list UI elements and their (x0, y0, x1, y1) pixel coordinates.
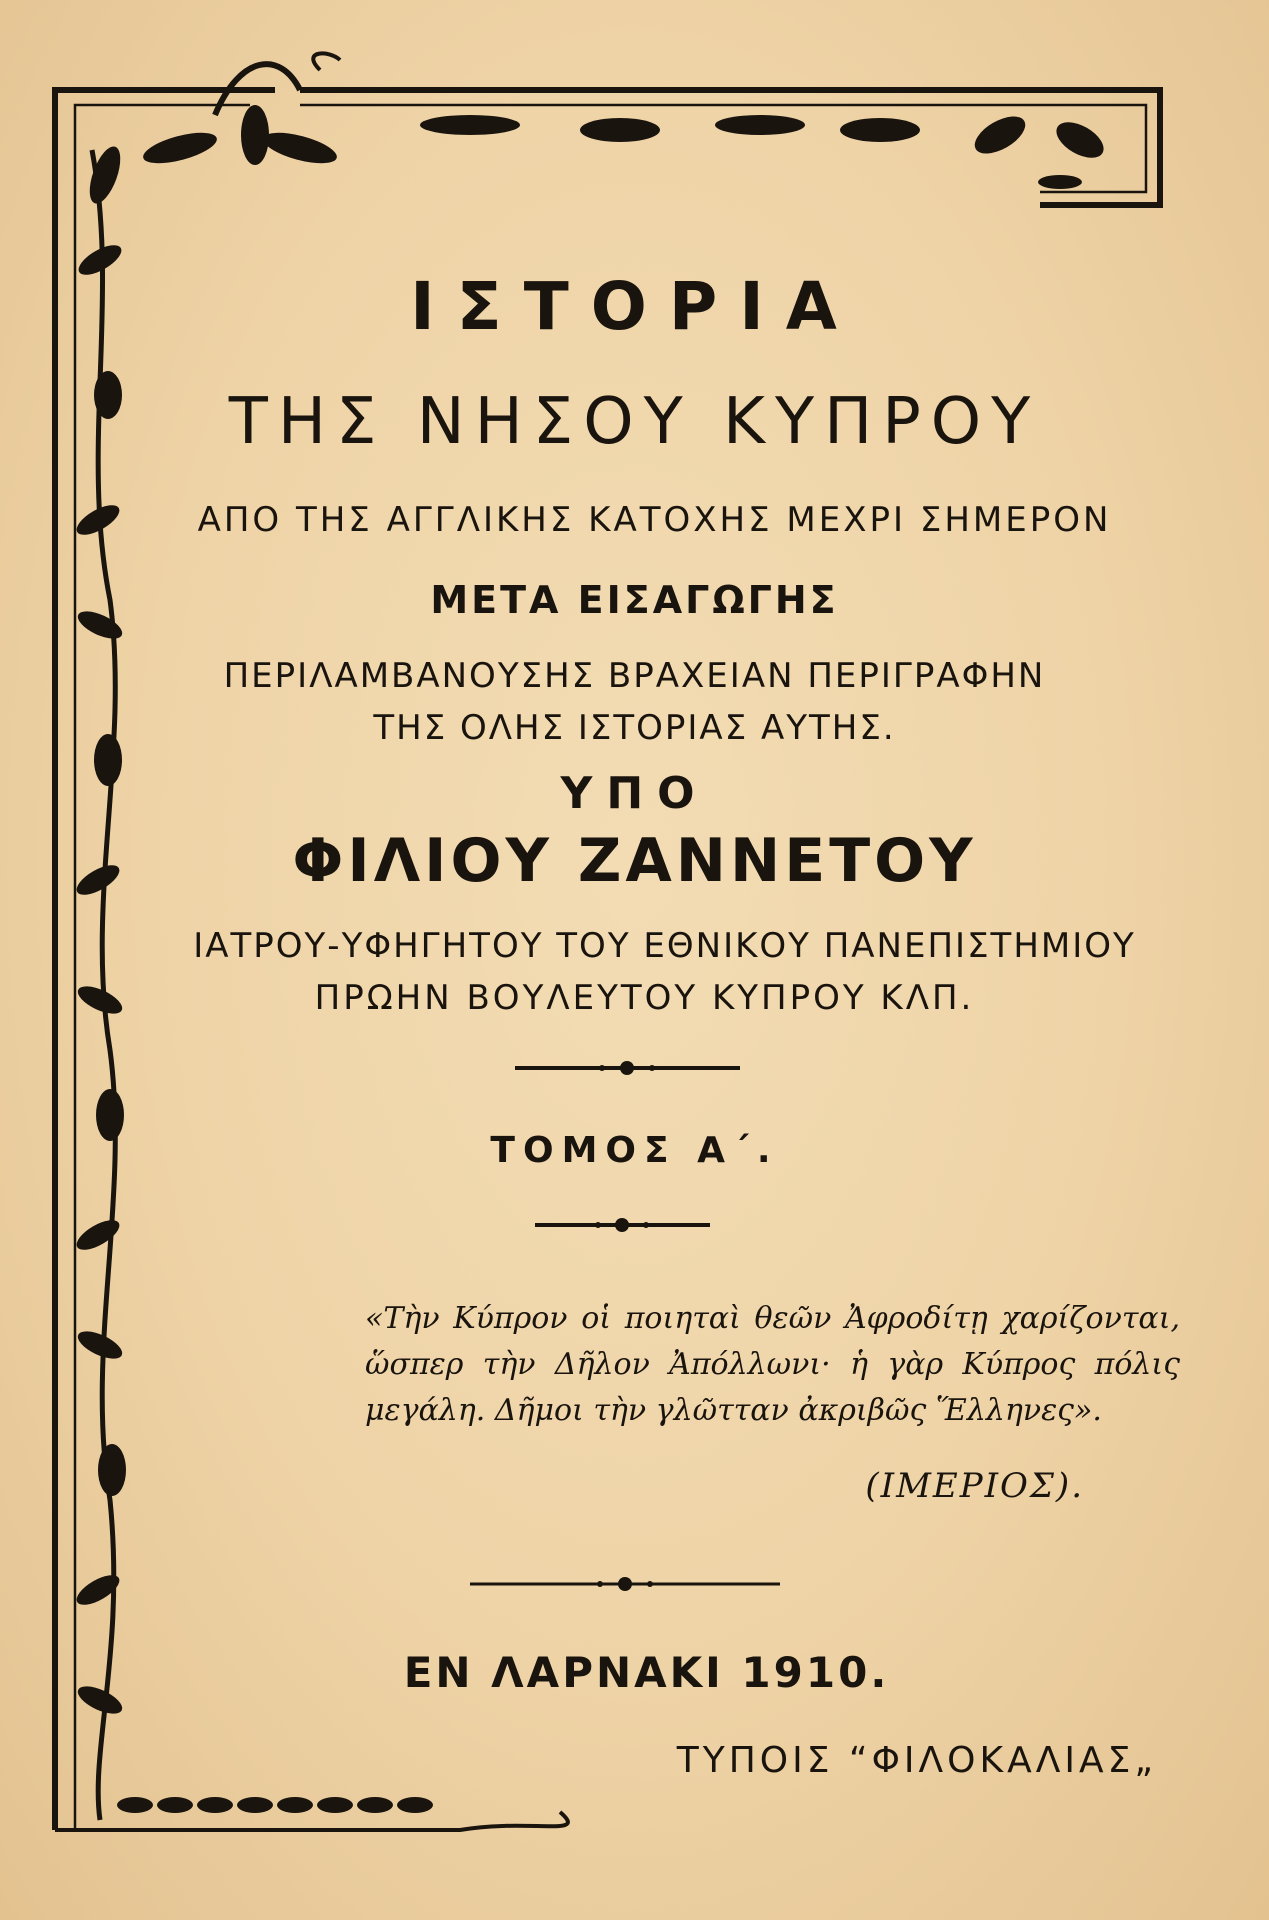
place-and-year: ΕΝ ΛΑΡΝΑΚΙ 1910. (403, 1648, 890, 1697)
epigraph-attribution: (ΙΜΕΡΙΟΣ). (865, 1466, 1084, 1506)
title-line-2: ΤΗΣ ΝΗΣΟΥ ΚΥΠΡΟΥ (228, 385, 1041, 459)
description-line-1: ΠΕΡΙΛΑΜΒΑΝΟΥΣΗΣ ΒΡΑΧΕΙΑΝ ΠΕΡΙΓΡΑΦΗΝ (223, 656, 1046, 696)
printer-imprint: ΤΥΠΟΙΣ “ΦΙΛΟΚΑΛΙΑΣ„ (676, 1740, 1157, 1781)
author-name: ΦΙΛΙΟΥ ΖΑΝΝΕΤΟΥ (292, 826, 977, 896)
description-line-2: ΤΗΣ ΟΛΗΣ ΙΣΤΟΡΙΑΣ ΑΥΤΗΣ. (373, 708, 896, 748)
divider-ornament (535, 1218, 710, 1232)
author-credentials-line-2: ΠΡΩΗΝ ΒΟΥΛΕΥΤΟΥ ΚΥΠΡΟΥ ΚΛΠ. (314, 978, 975, 1018)
title-line-1: ΙΣΤΟΡΙΑ (410, 268, 859, 345)
by-label: ΥΠΟ (560, 768, 709, 819)
author-credentials-line-1: ΙΑΤΡΟΥ-ΥΦΗΓΗΤΟΥ ΤΟΥ ΕΘΝΙΚΟΥ ΠΑΝΕΠΙΣΤΗΜΙΟΥ (193, 926, 1136, 966)
volume-label: ΤΟΜΟΣ Α΄. (490, 1130, 779, 1171)
introduction-heading: ΜΕΤΑ ΕΙΣΑΓΩΓΗΣ (430, 578, 839, 622)
epigraph-quote: «Τὴν Κύπρον οἱ ποιηταὶ θεῶν Ἀφροδίτῃ χαρίζονται, ὥσπερ τὴν Δῆλον Ἀπόλλωνι· ἡ γὰρ Κύπρος πόλις μεγάλη. Δῆμοι τὴν γλῶτταν ἀκριβῶς Ἕλληνες». (365, 1301, 1180, 1428)
divider-ornament (515, 1061, 740, 1075)
subtitle: ΑΠΟ ΤΗΣ ΑΓΓΛΙΚΗΣ ΚΑΤΟΧΗΣ ΜΕΧΡΙ ΣΗΜΕΡΟΝ (197, 500, 1112, 540)
divider-ornament (470, 1577, 780, 1591)
